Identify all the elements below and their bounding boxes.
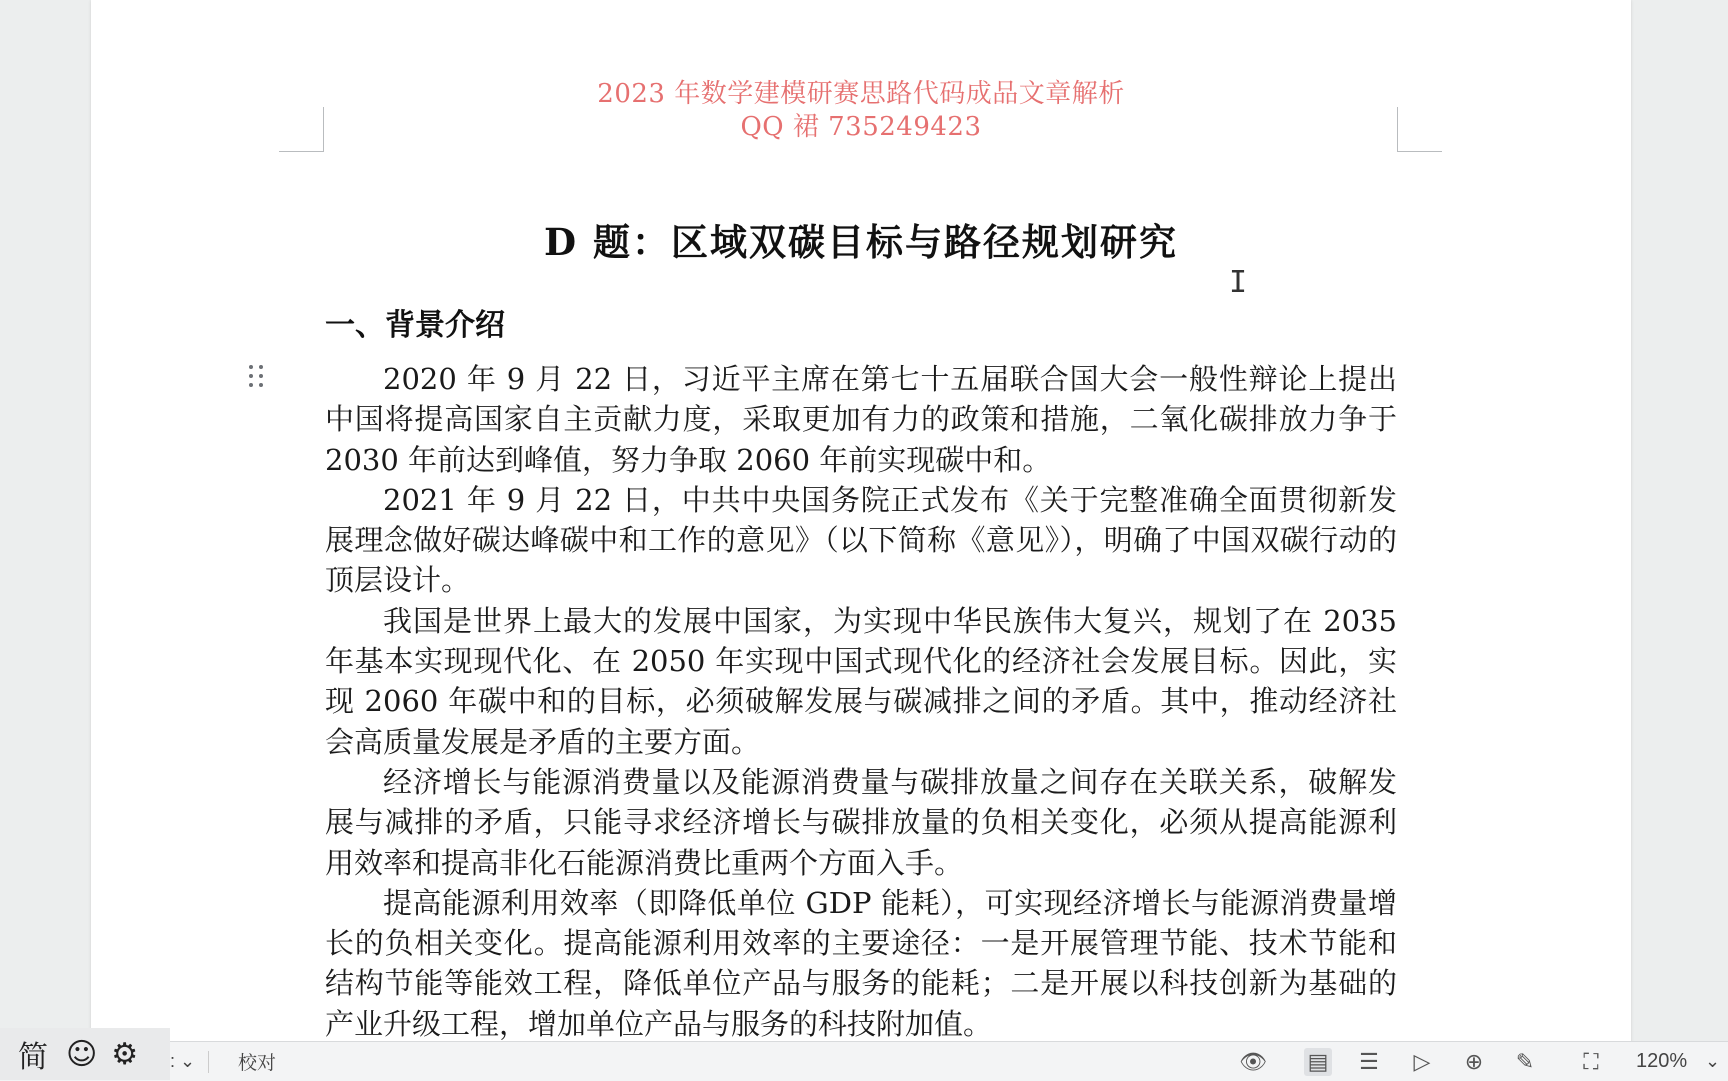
pen-icon[interactable]: ✎ [1515,1048,1535,1074]
paragraph[interactable]: 2020 年 9 月 22 日，习近平主席在第七十五届联合国大会一般性辩论上提出中国将提高国家自主贡献力度，采取更加有力的政策和措施，二氧化碳排放力争于 2030 年前达到峰值，努力争取 2060 年前实现碳中和。 [325,362,1397,477]
i-beam-cursor-icon: I [1229,265,1248,300]
ime-toolbar [0,1028,170,1080]
page-header-line-1: 2023 年数学建模研赛思路代码成品文章解析 [597,79,1125,109]
play-icon[interactable]: ▷ [1413,1048,1431,1074]
page-header-line-2: QQ 裙 735249423 [740,112,982,142]
proofread-button[interactable]: 校对 [238,1052,277,1074]
ime-mode-button[interactable]: 简 [18,1040,48,1075]
paragraph[interactable]: 经济增长与能源消费量以及能源消费量与碳排放量之间存在关联关系，破解发展与减排的矛盾，只能寻求经济增长与碳排放量的负相关变化，必须从提高能源利用效率和提高非化石能源消费比重两个方面入手。 [325,764,1397,880]
document-page[interactable] [91,0,1631,1080]
paragraph[interactable]: 2021 年 9 月 22 日，中共中央国务院正式发布《关于完整准确全面贯彻新发展理念做好碳达峰碳中和工作的意见》（以下简称《意见》），明确了中国双碳行动的顶层设计。 [325,482,1397,598]
paragraph-drag-handle-icon[interactable] [249,365,263,391]
section-heading[interactable]: 一、背景介绍 [325,308,505,343]
page-view-icon[interactable]: ▤ [1304,1048,1332,1076]
web-view-icon[interactable]: ⊕ [1464,1048,1484,1074]
paragraph[interactable]: 我国是世界上最大的发展中国家，为实现中华民族伟大复兴，规划了在 2035 年基本实现现代化、在 2050 年实现中国式现代化的经济社会发展目标。因此，实现 2060 年碳中和的目标，必须破解发展与碳减排之间的矛盾。其中，推动经济社会高质量发展是矛盾的主要方面。 [325,603,1397,759]
paragraph[interactable]: 提高能源利用效率（即降低单位 GDP 能耗），可实现经济增长与能源消费量增长的负相关变化。提高能源利用效率的主要途径：一是开展管理节能、技术节能和结构节能等能效工程，降低单位产品与服务的能耗；二是开展以科技创新为基础的产业升级工程，增加单位产品与服务的科技附加值。 [325,885,1397,1041]
gear-icon[interactable]: ⚙ [111,1036,139,1072]
outline-view-icon[interactable]: ☰ [1359,1048,1379,1074]
statusbar-dropdown[interactable]: : ⌄ [170,1051,196,1071]
emoji-icon[interactable]: ☺ [66,1036,98,1072]
fit-page-icon[interactable]: ⛶ [1583,1048,1599,1074]
document-title[interactable]: D 题：区域双碳目标与路径规划研究 [544,220,1178,264]
status-bar [0,1041,1728,1081]
eye-icon[interactable]: 👁 [1239,1048,1267,1074]
body-text[interactable] [325,359,1397,1044]
zoom-level[interactable]: 120% [1636,1050,1688,1072]
zoom-dropdown-icon[interactable]: ⌄ [1705,1051,1721,1071]
